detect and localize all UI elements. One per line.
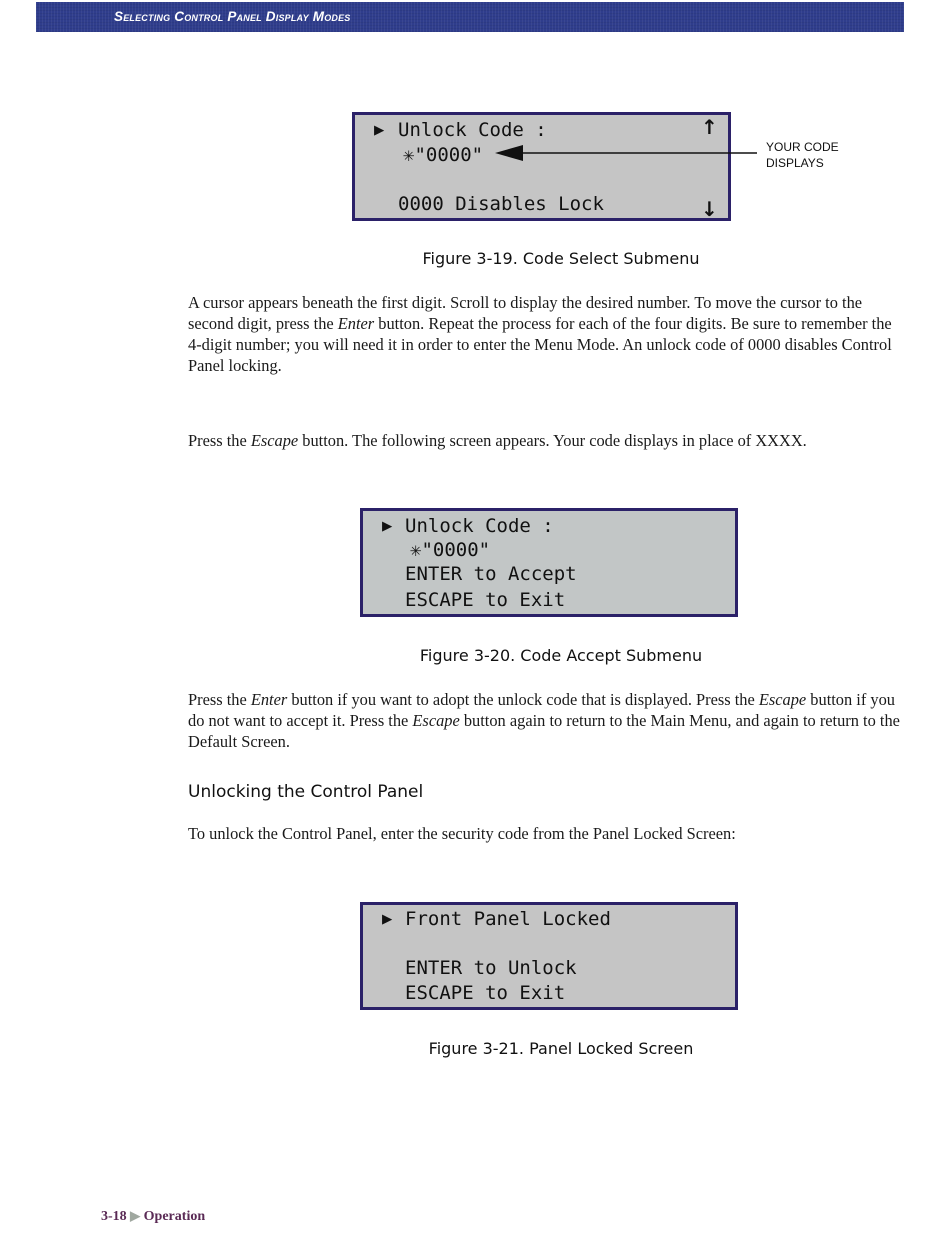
text-run-italic: Escape	[412, 711, 460, 730]
paragraph	[188, 292, 908, 376]
paragraph	[188, 430, 908, 451]
lcd-line: ENTER to Accept	[405, 563, 577, 585]
lcd-panel-locked	[360, 902, 738, 1010]
figure-caption: Figure 3-20. Code Accept Submenu	[419, 646, 703, 665]
lcd-pointer-icon: ▶	[374, 120, 385, 140]
lcd-pointer-icon: ▶	[382, 909, 393, 929]
lcd-line: Unlock Code :	[405, 515, 554, 537]
lcd-code-select	[352, 112, 731, 221]
figure-caption: Figure 3-21. Panel Locked Screen	[428, 1039, 694, 1058]
callout-line: DISPLAYS	[766, 156, 824, 170]
text-run-italic: Enter	[250, 690, 288, 709]
header-bar	[36, 2, 904, 32]
text-run: Press the	[188, 690, 251, 709]
figure-caption: Figure 3-19. Code Select Submenu	[422, 249, 700, 268]
section-heading: Unlocking the Control Panel	[188, 782, 424, 802]
paragraph	[188, 689, 908, 752]
callout-line: YOUR CODE	[766, 140, 839, 154]
lcd-line: ENTER to Unlock	[405, 957, 577, 979]
play-triangle-icon: ▶	[130, 1208, 141, 1223]
text-run: button if you do not want to accept it. Press the	[188, 690, 895, 730]
scroll-up-icon: ↑	[701, 115, 718, 139]
text-run: button again to return to the Main Menu, and again to return to the Default Screen.	[188, 711, 900, 751]
lcd-line: ✳"0000"	[403, 144, 484, 166]
text-run: A cursor appears beneath the first digit. Scroll to display the desired number. To move the cursor to the second digit, press the	[188, 293, 863, 333]
lcd-code-accept	[360, 508, 738, 617]
header-title: Selecting Control Panel Display Modes	[114, 9, 351, 24]
scroll-down-icon: ↓	[701, 197, 718, 221]
page-number: 3-18	[101, 1209, 127, 1224]
lcd-line: Front Panel Locked	[405, 908, 611, 930]
text-run: button. Repeat the process for each of the four digits. Be sure to remember the 4-digit number; you will need it in order to enter the Menu Mode. An unlock code of 0000 disables Control Panel locking.	[188, 314, 892, 375]
text-run-italic: Enter	[337, 314, 375, 333]
text-run: button if you want to adopt the unlock code that is displayed. Press the	[287, 690, 759, 709]
paragraph: To unlock the Control Panel, enter the security code from the Panel Locked Screen:	[188, 824, 736, 843]
callout-label	[766, 139, 839, 171]
lcd-line: ✳"0000"	[410, 539, 491, 561]
lcd-line: 0000 Disables Lock	[398, 193, 604, 215]
text-run-italic: Escape	[758, 690, 807, 709]
text-run: Press the	[188, 431, 251, 450]
footer-section: Operation	[143, 1209, 206, 1224]
page-footer	[101, 1208, 205, 1225]
lcd-pointer-icon: ▶	[382, 516, 393, 536]
callout-arrow-icon	[495, 142, 760, 164]
lcd-line: Unlock Code :	[398, 119, 547, 141]
lcd-line: ESCAPE to Exit	[405, 589, 566, 611]
lcd-line: ESCAPE to Exit	[405, 982, 566, 1004]
text-run-italic: Escape	[250, 431, 299, 450]
text-run: button. The following screen appears. Your code displays in place of XXXX.	[298, 431, 807, 450]
